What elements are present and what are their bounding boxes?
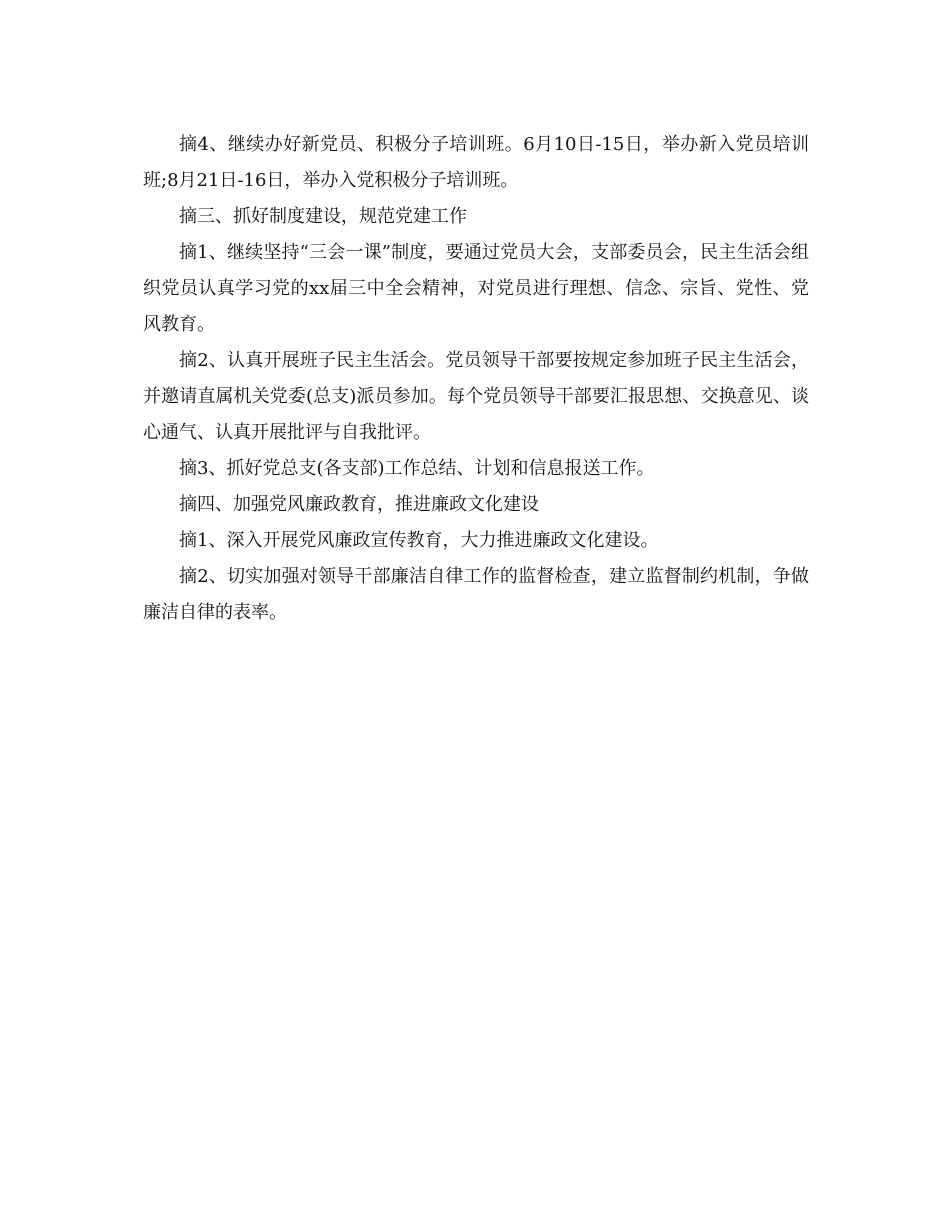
paragraph-supervision-inspection: 摘2、切实加强对领导干部廉洁自律工作的监督检查，建立监督制约机制，争做廉洁自律的表率。: [143, 566, 809, 623]
document-body: [143, 127, 809, 631]
paragraph-integrity-publicity: 摘1、深入开展党风廉政宣传教育，大力推进廉政文化建设。: [179, 530, 659, 551]
paragraph-three-meetings-one-lesson: 摘1、继续坚持“三会一课”制度，要通过党员大会，支部委员会，民主生活会组织党员认真学习党的xx届三中全会精神，对党员进行理想、信念、宗旨、党性、党风教育。: [143, 242, 809, 335]
paragraph-training-classes: 摘4、继续办好新党员、积极分子培训班。6月10日-15日，举办新入党员培训班;8月21日-16日，举办入党积极分子培训班。: [143, 134, 809, 191]
section-heading-integrity-education: 摘四、加强党风廉政教育，推进廉政文化建设: [179, 494, 539, 515]
section-heading-system-building: 摘三、抓好制度建设，规范党建工作: [179, 206, 467, 227]
paragraph-work-summary-reporting: 摘3、抓好党总支(各支部)工作总结、计划和信息报送工作。: [179, 458, 655, 479]
paragraph-democratic-life-meeting: 摘2、认真开展班子民主生活会。党员领导干部要按规定参加班子民主生活会，并邀请直属机关党委(总支)派员参加。每个党员领导干部要汇报思想、交换意见、谈心通气、认真开展批评与自我批评。: [143, 350, 809, 443]
